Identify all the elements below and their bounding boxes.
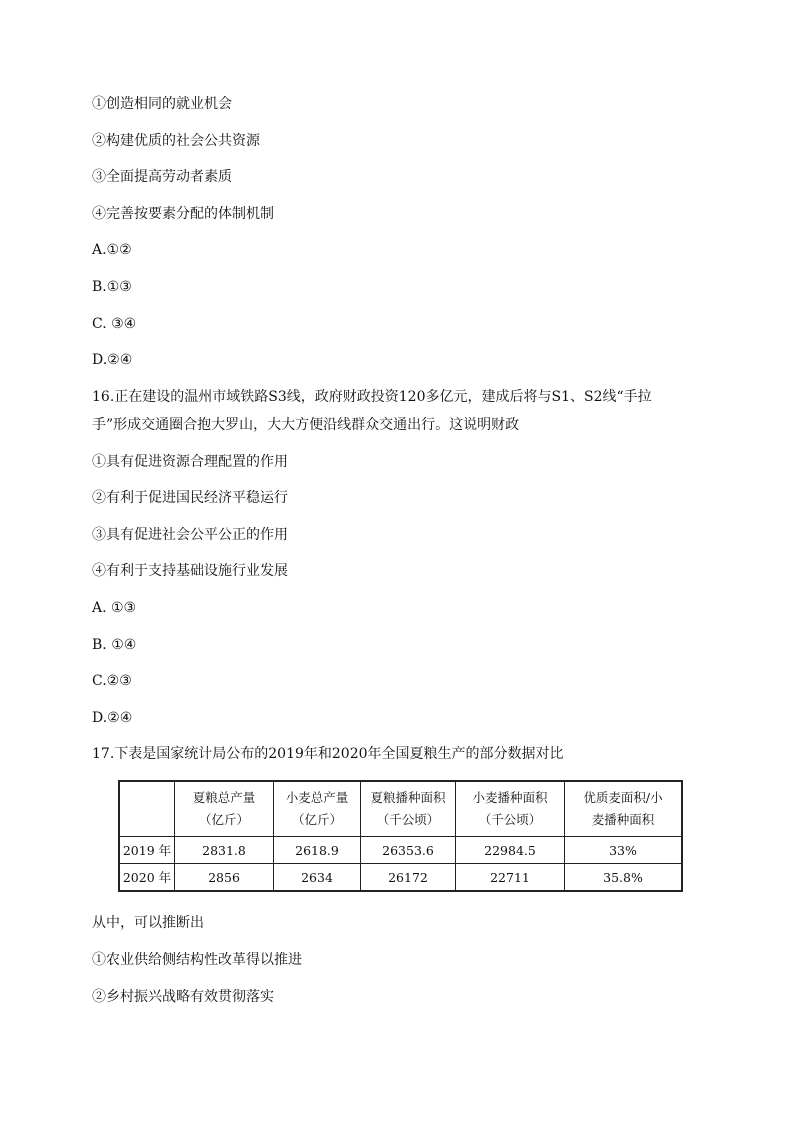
table-header-cell (361, 781, 456, 837)
q17-option-1: ①农业供给侧结构性改革得以推进 (92, 952, 302, 968)
q15-option-2: ②构建优质的社会公共资源 (92, 133, 260, 149)
table-header-row (119, 781, 682, 837)
header-line: 麦播种面积 (591, 812, 655, 827)
table-cell: 22984.5 (456, 837, 565, 864)
header-line: 优质麦面积/小 (583, 790, 663, 805)
q16-stem-line-2: 手”形成交通圈合抱大罗山，大大方便沿线群众交通出行。这说明财政 (92, 417, 520, 433)
table-row (119, 864, 682, 892)
q16-choice-d: D.②④ (92, 710, 133, 726)
row-year: 2019 年 (119, 837, 175, 864)
table-cell: 2634 (274, 864, 361, 892)
q17-after-table: 从中，可以推断出 (92, 915, 204, 931)
q16-choice-c: C.②③ (92, 673, 132, 689)
q16-option-4: ④有利于支持基础设施行业发展 (92, 563, 288, 579)
header-line: 夏粮总产量 (192, 790, 256, 805)
q15-option-4: ④完善按要素分配的体制机制 (92, 206, 274, 222)
q17-option-2: ②乡村振兴战略有效贯彻落实 (92, 989, 274, 1005)
table-header-cell (565, 781, 683, 837)
header-line: 小麦播种面积 (472, 790, 548, 805)
table-cell: 2618.9 (274, 837, 361, 864)
table-cell: 22711 (456, 864, 565, 892)
table-cell: 2856 (175, 864, 274, 892)
table-cell: 26353.6 (361, 837, 456, 864)
row-year: 2020 年 (119, 864, 175, 892)
header-line: （亿斤） (198, 812, 249, 827)
q16-choice-b: B. ①④ (92, 637, 137, 653)
table-cell: 26172 (361, 864, 456, 892)
table-cell: 2831.8 (175, 837, 274, 864)
q16-stem-line-1: 16.正在建设的温州市域铁路S3线，政府财政投资120多亿元，建成后将与S1、S2线“手拉 (92, 389, 652, 405)
header-line: 小麦总产量 (285, 790, 349, 805)
header-line: （亿斤） (291, 812, 342, 827)
table-header-cell (175, 781, 274, 837)
q15-option-1: ①创造相同的就业机会 (92, 96, 232, 112)
table-cell: 33% (565, 837, 683, 864)
q17-stem: 17.下表是国家统计局公布的2019年和2020年全国夏粮生产的部分数据对比 (92, 746, 564, 762)
q16-option-2: ②有利于促进国民经济平稳运行 (92, 490, 288, 506)
summer-grain-table (118, 780, 683, 892)
q15-option-3: ③全面提高劳动者素质 (92, 169, 232, 185)
table-cell: 35.8% (565, 864, 683, 892)
header-line: （千公顷） (478, 812, 542, 827)
header-line: 夏粮播种面积 (370, 790, 446, 805)
q16-choice-a: A. ①③ (92, 600, 137, 616)
header-line: （千公顷） (376, 812, 440, 827)
table-row (119, 837, 682, 864)
q15-choice-b: B.①③ (92, 279, 132, 295)
table-header-cell (456, 781, 565, 837)
table-header-cell (274, 781, 361, 837)
q15-choice-a: A.①② (92, 242, 132, 258)
q16-option-1: ①具有促进资源合理配置的作用 (92, 454, 288, 470)
q15-choice-d: D.②④ (92, 352, 133, 368)
q15-choice-c: C. ③④ (92, 316, 137, 332)
q16-option-3: ③具有促进社会公平公正的作用 (92, 527, 288, 543)
table-corner-cell (119, 781, 175, 837)
